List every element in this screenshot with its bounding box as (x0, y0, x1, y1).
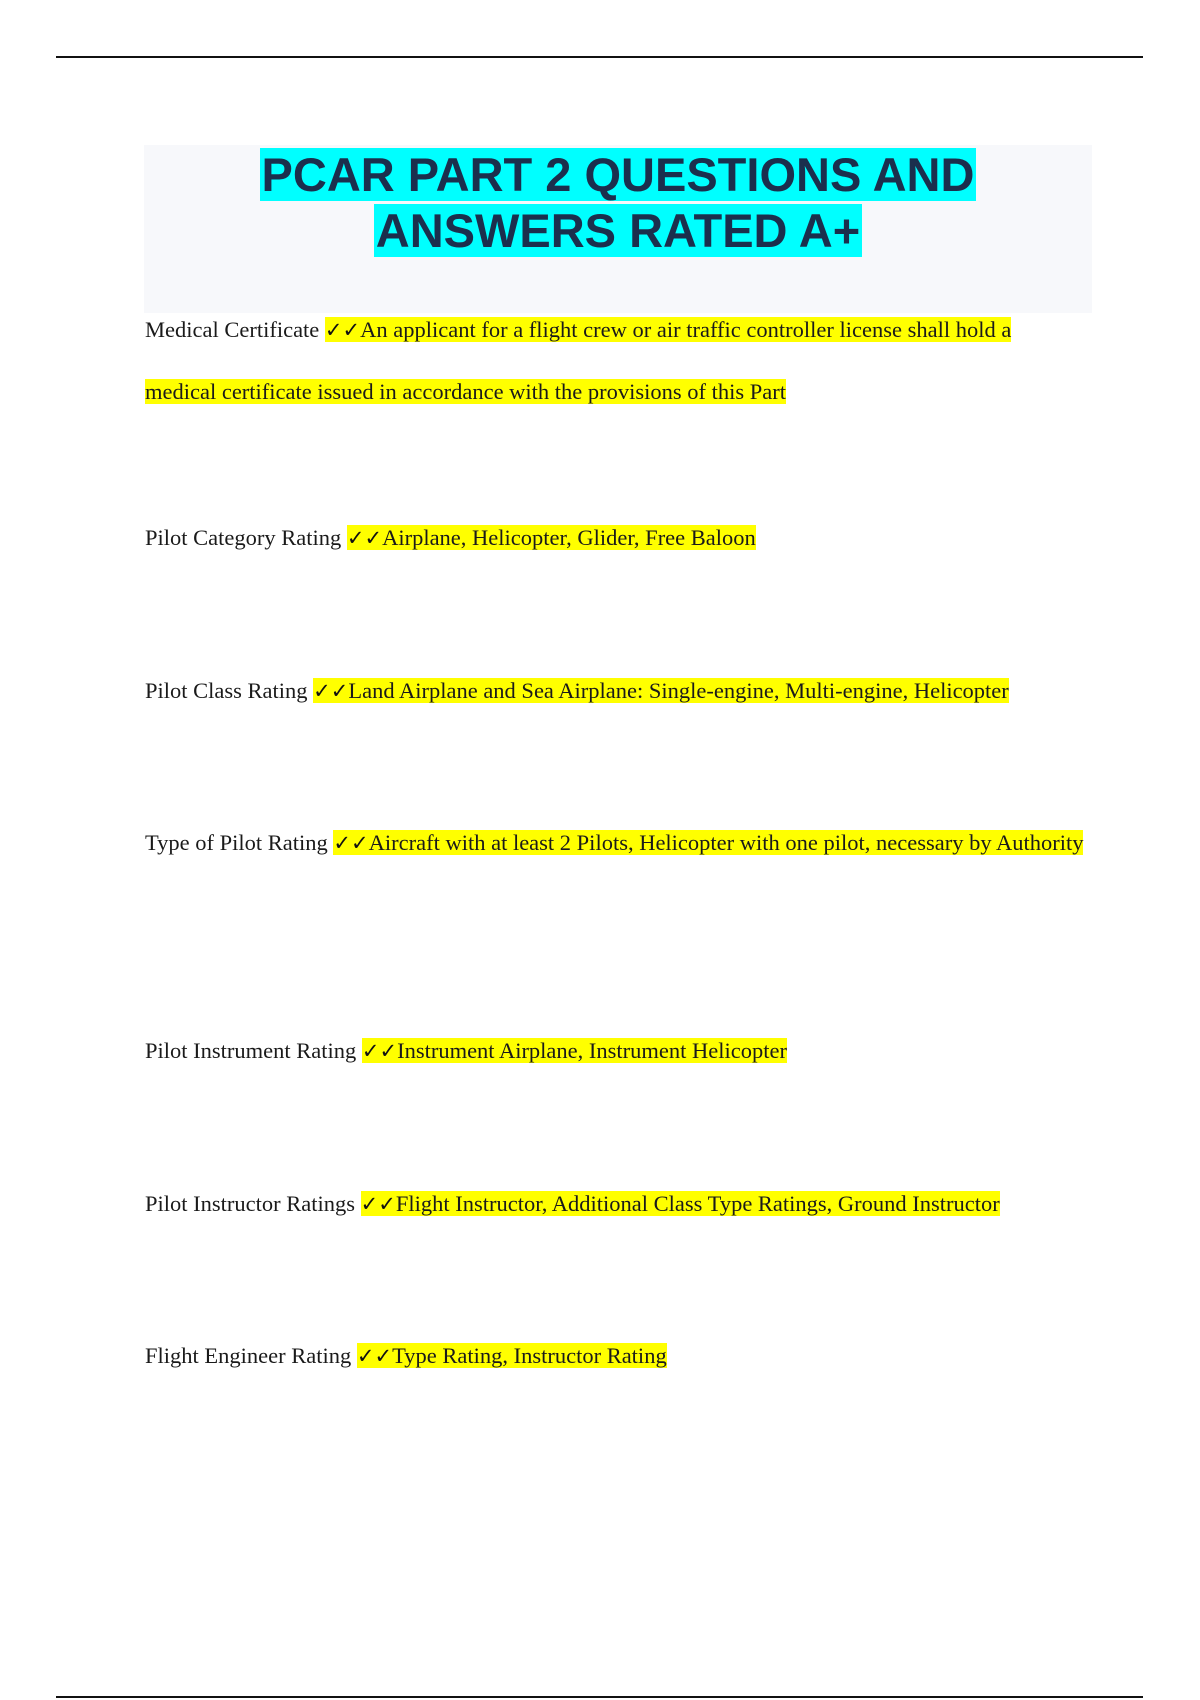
answer-highlight (361, 1191, 1000, 1216)
double-check-icon: ✓✓ (361, 1039, 398, 1063)
answer-highlight (333, 830, 1083, 855)
qa-item-pilot-instrument-rating (145, 1020, 1085, 1082)
qa-item-pilot-instructor-ratings (145, 1173, 1085, 1235)
answer-highlight (362, 1038, 787, 1063)
answer: Instrument Airplane, Instrument Helicopter (397, 1038, 787, 1063)
term: Pilot Category Rating (145, 525, 342, 550)
bottom-rule (56, 1696, 1143, 1698)
double-check-icon: ✓✓ (324, 318, 361, 342)
answer-highlight (313, 678, 1009, 703)
answer: An applicant for a flight crew or air traffic controller license shall hold a medical certificate issued in accordance with the provisions of this Part (145, 317, 1012, 404)
top-rule (56, 56, 1143, 58)
double-check-icon: ✓✓ (360, 1192, 396, 1216)
double-check-icon: ✓✓ (333, 831, 369, 855)
answer: Flight Instructor, Additional Class Type Ratings, Ground Instructor (395, 1191, 1000, 1216)
double-check-icon: ✓✓ (356, 1344, 393, 1368)
qa-item-type-of-pilot-rating (145, 812, 1085, 874)
double-check-icon: ✓✓ (346, 526, 383, 550)
answer: Land Airplane and Sea Airplane: Single-engine, Multi-engine, Helicopter (348, 678, 1009, 703)
answer-highlight (357, 1343, 667, 1368)
title-block (144, 145, 1092, 313)
term: Flight Engineer Rating (145, 1343, 352, 1368)
term: Pilot Class Rating (145, 678, 308, 703)
answer: Type Rating, Instructor Rating (392, 1343, 667, 1368)
term: Pilot Instrument Rating (145, 1038, 357, 1063)
document-title (144, 145, 1092, 259)
term: Pilot Instructor Ratings (145, 1191, 355, 1216)
qa-item-pilot-category-rating (145, 507, 1085, 569)
title-line-2: ANSWERS RATED A+ (375, 204, 861, 257)
answer: Aircraft with at least 2 Pilots, Helicopter with one pilot, necessary by Authority (368, 830, 1084, 855)
term: Type of Pilot Rating (145, 830, 328, 855)
answer-highlight (347, 525, 756, 550)
answer: Airplane, Helicopter, Glider, Free Baloon (382, 525, 756, 550)
qa-item-medical-certificate (145, 299, 1085, 422)
term: Medical Certificate (145, 317, 320, 342)
double-check-icon: ✓✓ (313, 679, 349, 703)
qa-item-flight-engineer-rating (145, 1325, 1085, 1387)
qa-item-pilot-class-rating (145, 660, 1085, 722)
title-line-1: PCAR PART 2 QUESTIONS AND (261, 148, 975, 201)
